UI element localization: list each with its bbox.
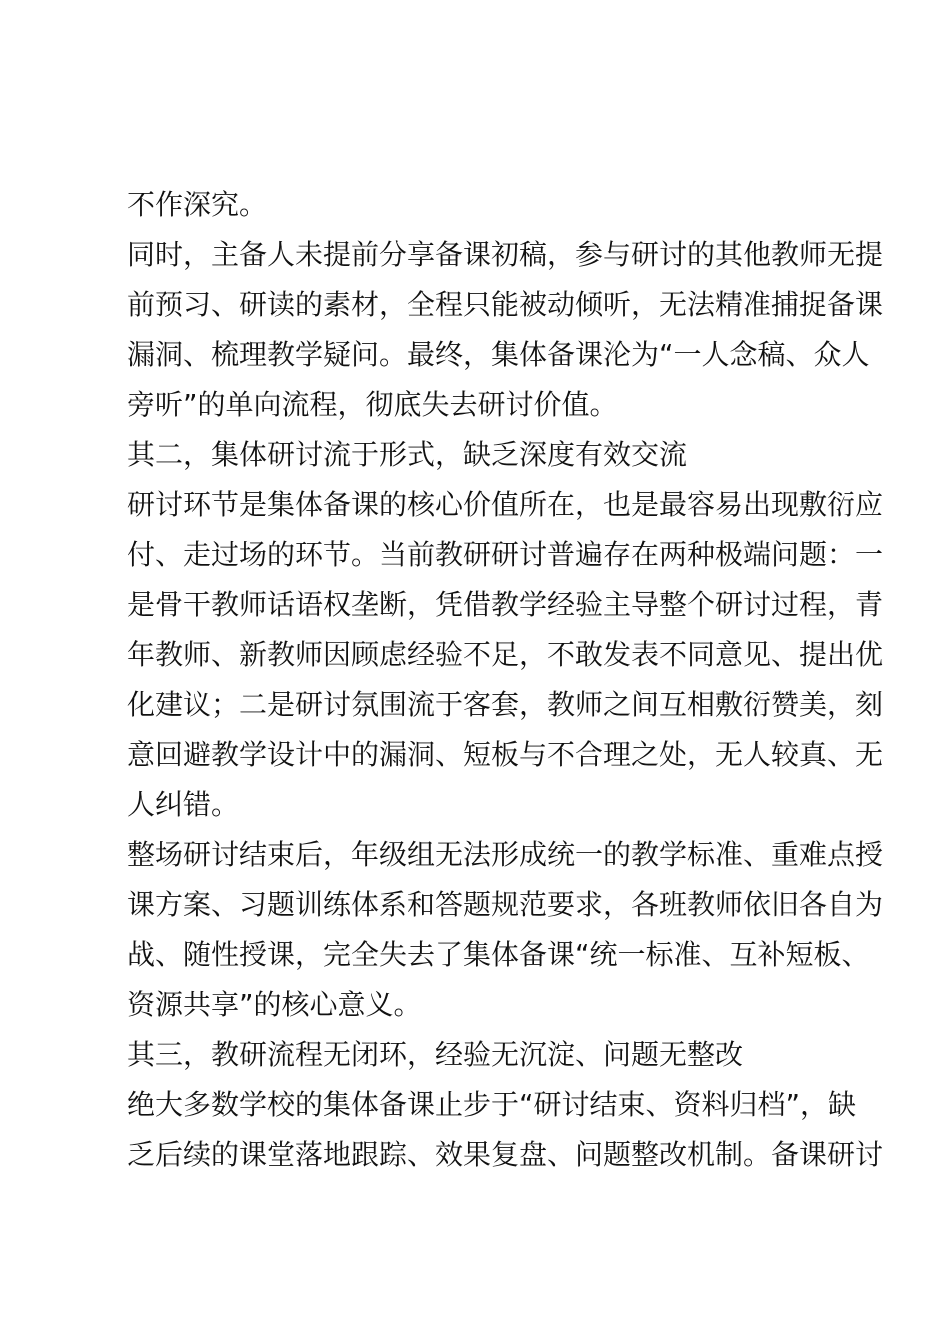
text-line: 研讨环节是集体备课的核心价值所在，也是最容易出现敷衍应 — [127, 488, 884, 521]
text-line: 同时，主备人未提前分享备课初稿，参与研讨的其他教师无提 — [127, 238, 884, 271]
text-line: 前预习、研读的素材，全程只能被动倾听，无法精准捕捉备课 — [127, 288, 884, 321]
section-heading: 其三，教研流程无闭环，经验无沉淀、问题无整改 — [127, 1038, 744, 1071]
text-line: 课方案、习题训练体系和答题规范要求，各班教师依旧各自为 — [127, 888, 884, 921]
document-body — [127, 180, 884, 1180]
text-line: 化建议；二是研讨氛围流于客套，教师之间互相敷衍赞美，刻 — [127, 688, 884, 721]
text-line: 人纠错。 — [127, 788, 240, 821]
text-line: 整场研讨结束后，年级组无法形成统一的教学标准、重难点授 — [127, 838, 884, 871]
text-line: 乏后续的课堂落地跟踪、效果复盘、问题整改机制。备课研讨 — [127, 1138, 884, 1171]
section-heading: 其二，集体研讨流于形式，缺乏深度有效交流 — [127, 438, 688, 471]
text-line: 旁听”的单向流程，彻底失去研讨价值。 — [127, 388, 618, 421]
text-line: 资源共享”的核心意义。 — [127, 988, 422, 1021]
text-line: 绝大多数学校的集体备课止步于“研讨结束、资料归档”，缺 — [127, 1088, 857, 1121]
text-line: 是骨干教师话语权垄断，凭借教学经验主导整个研讨过程，青 — [127, 588, 884, 621]
text-line: 意回避教学设计中的漏洞、短板与不合理之处，无人较真、无 — [127, 738, 884, 771]
text-line: 年教师、新教师因顾虑经验不足，不敢发表不同意见、提出优 — [127, 638, 884, 671]
text-line: 漏洞、梳理教学疑问。最终，集体备课沦为“一人念稿、众人 — [127, 338, 870, 371]
text-line: 付、走过场的环节。当前教研研讨普遍存在两种极端问题：一 — [127, 538, 884, 571]
text-line: 战、随性授课，完全失去了集体备课“统一标准、互补短板、 — [127, 938, 870, 971]
text-line: 不作深究。 — [127, 188, 268, 221]
